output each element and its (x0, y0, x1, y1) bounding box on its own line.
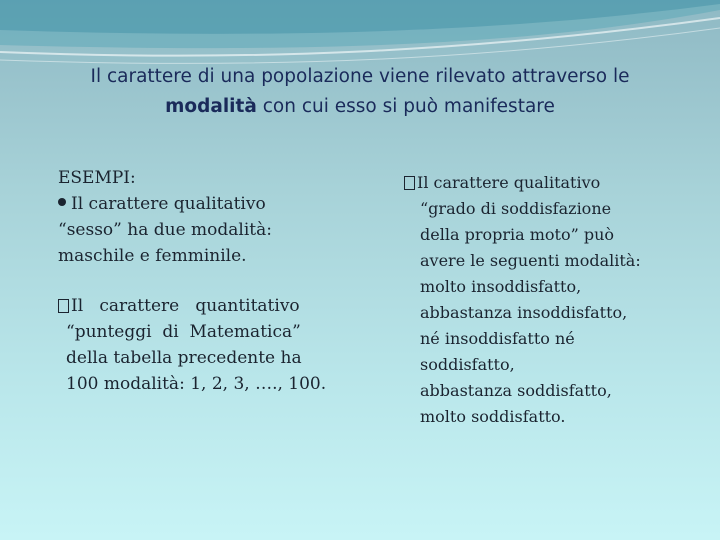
example-1-line-3: maschile e femminile. (58, 246, 247, 266)
title-line-2-rest: con cui esso si può manifestare (256, 96, 555, 117)
title-bold-word: modalità (165, 96, 257, 117)
slide-title (40, 62, 680, 122)
right-line-7: né insoddisfatto né (420, 329, 575, 348)
left-column (58, 165, 358, 397)
title-line-1: Il carattere di una popolazione viene rilevato attraverso le (90, 66, 630, 87)
right-line-5: molto insoddisfatto, (420, 277, 582, 296)
right-column (417, 170, 710, 430)
example-2-line-4: 100 modalità: 1, 2, 3, …., 100. (66, 374, 327, 394)
right-line-6: abbastanza insoddisfatto, (420, 303, 628, 322)
example-2-line-1: Il carattere quantitativo (71, 296, 300, 316)
example-2 (58, 293, 358, 397)
bullet-dot-icon (58, 198, 66, 206)
example-1-line-2: “sesso” ha due modalità: (58, 220, 272, 240)
examples-heading: ESEMPI: (58, 168, 136, 188)
example-1-line-1: Il carattere qualitativo (71, 194, 266, 214)
example-2-line-3: della tabella precedente ha (66, 348, 302, 368)
right-line-2: “grado di soddisfazione (420, 199, 612, 218)
example-2-line-2: “punteggi di Matematica” (66, 322, 301, 342)
right-line-3: della propria moto” può (420, 225, 615, 244)
title-line-2 (40, 92, 680, 122)
missing-glyph-box-icon (404, 176, 415, 190)
right-line-9: abbastanza soddisfatto, (420, 381, 612, 400)
example-1 (58, 191, 358, 269)
right-line-4: avere le seguenti modalità: (420, 251, 641, 270)
right-line-1: Il carattere qualitativo (417, 173, 601, 192)
right-line-8: soddisfatto, (420, 355, 515, 374)
missing-glyph-box-icon (58, 299, 69, 313)
right-line-10: molto soddisfatto. (420, 407, 566, 426)
